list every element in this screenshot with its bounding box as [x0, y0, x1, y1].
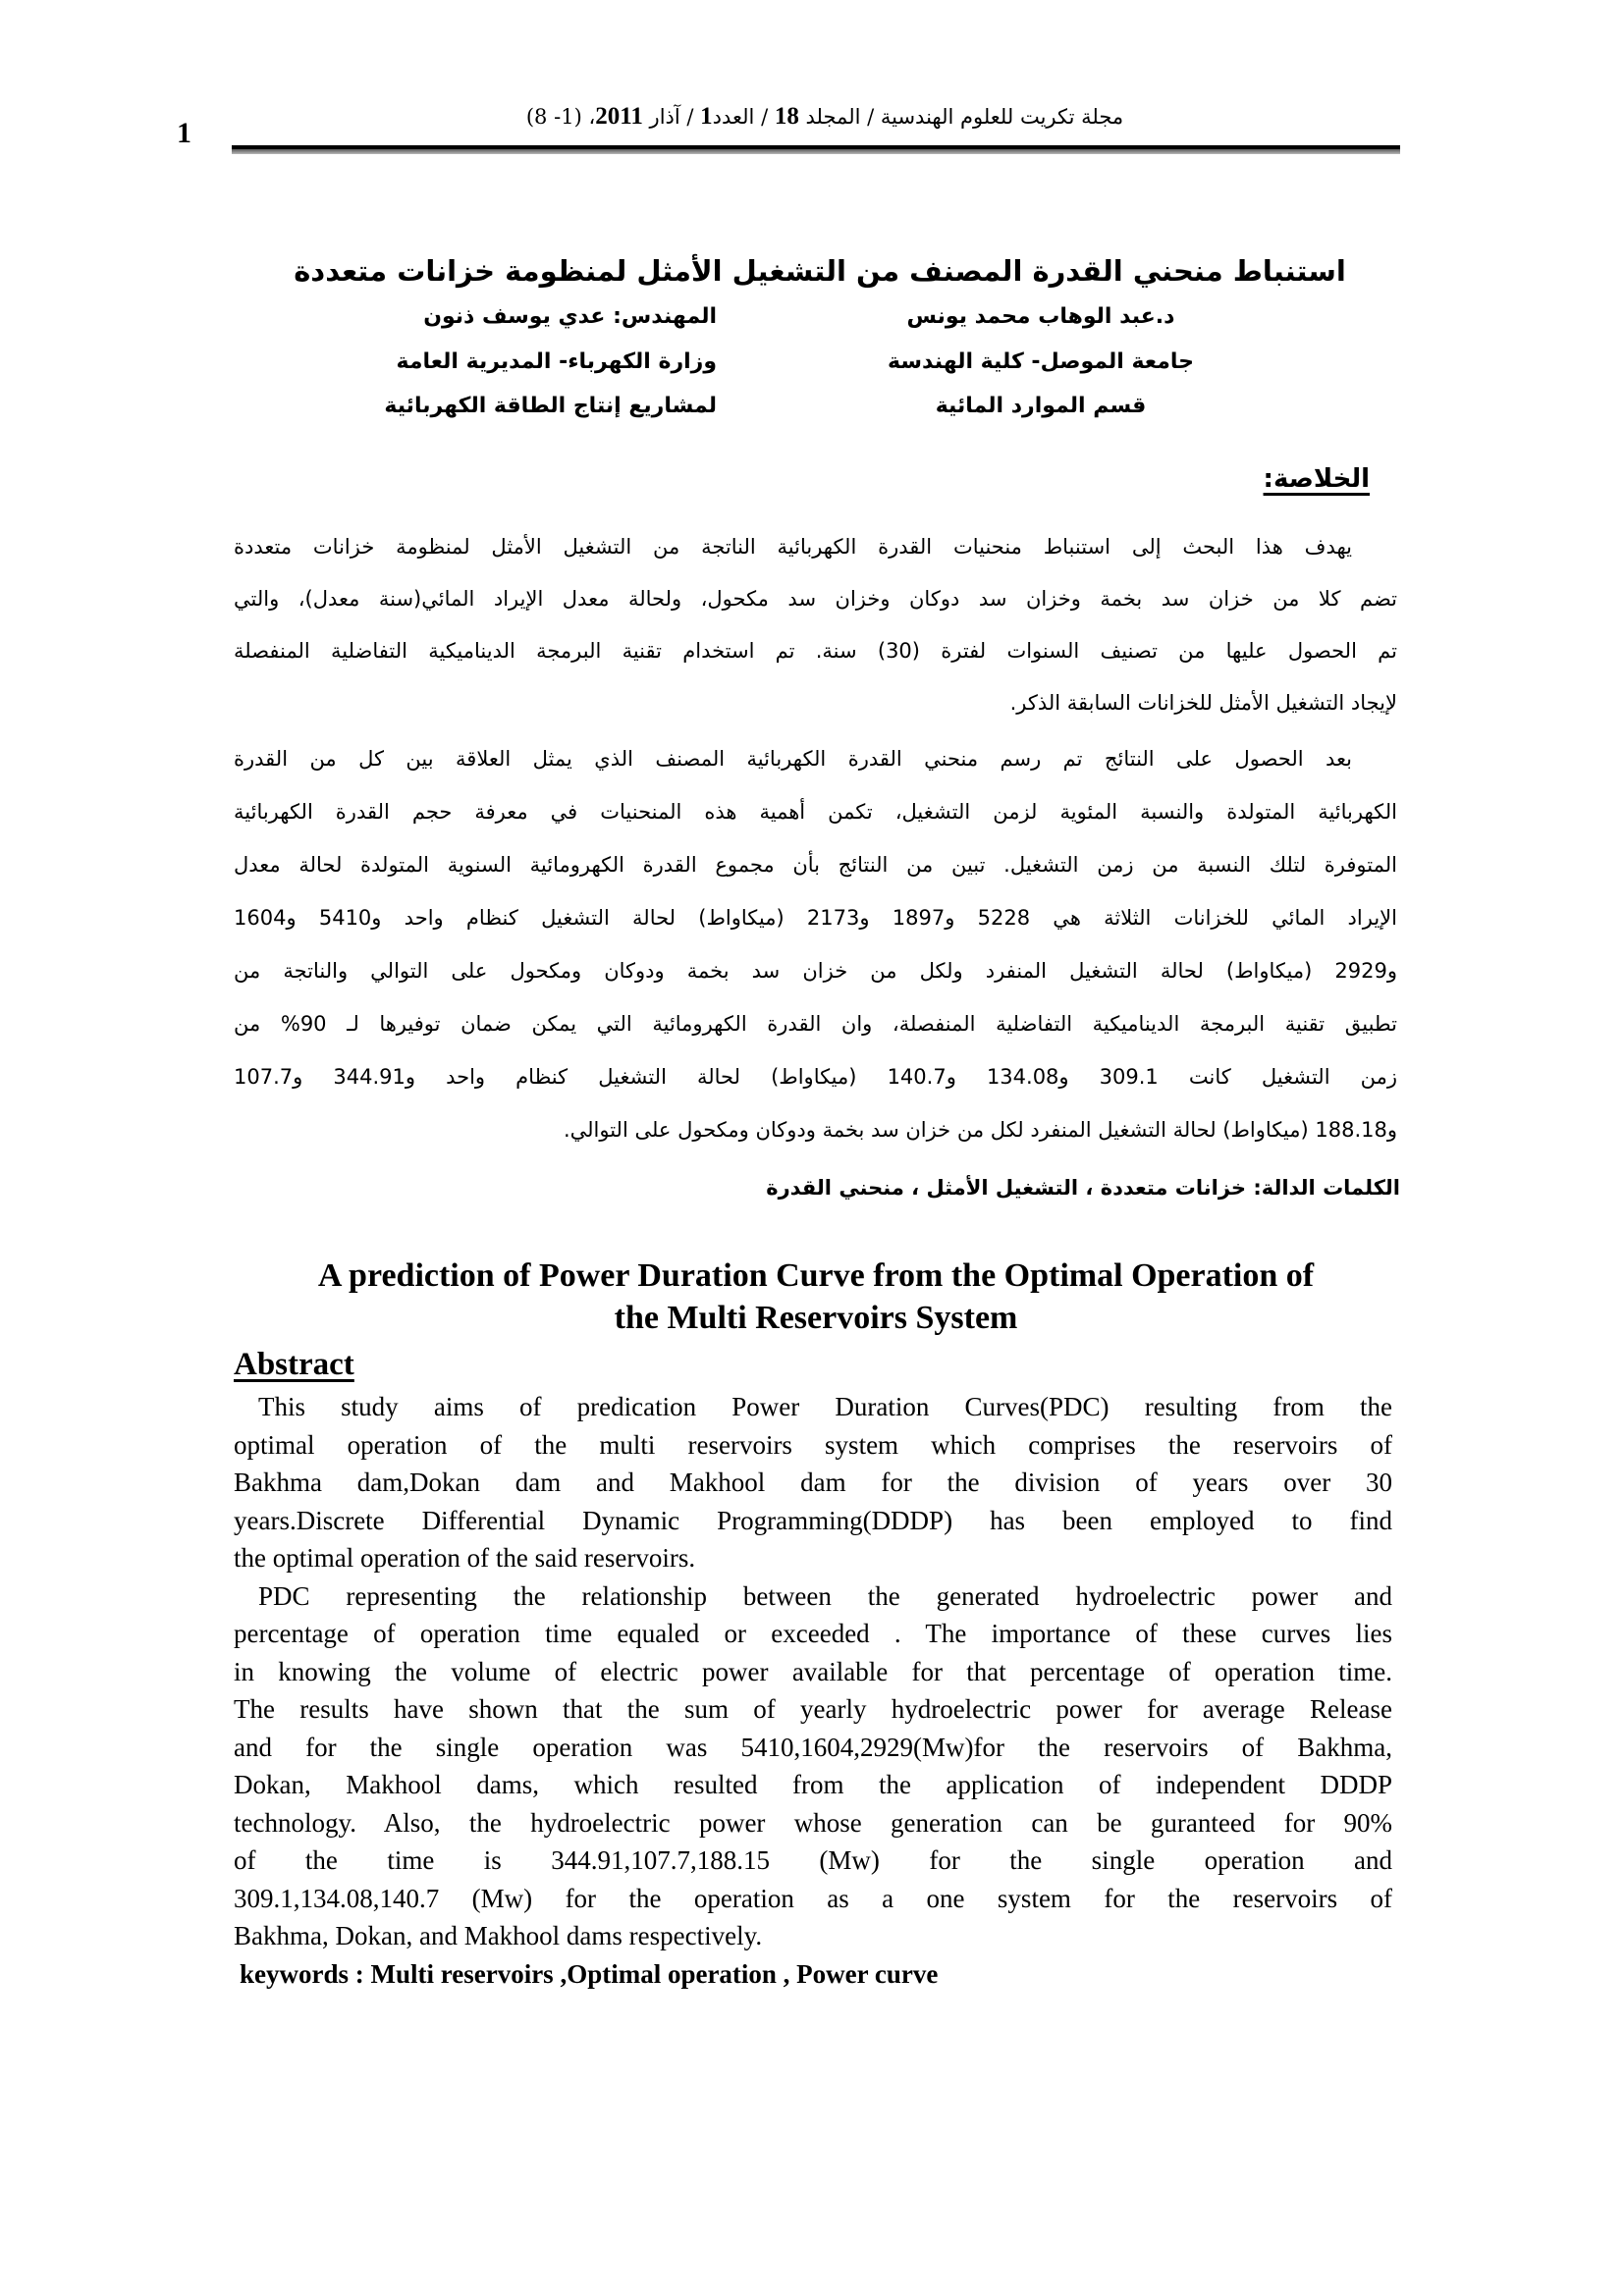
text-line: years.Discrete Differential Dynamic Programming(DDDP) has been employed to find	[234, 1505, 1392, 1535]
text-line: of the time is 344.91,107.7,188.15 (Mw) for the single operation and	[234, 1845, 1392, 1875]
arabic-paragraph-2	[234, 732, 1397, 1156]
page-number: 1	[177, 117, 191, 149]
text-line: لإيجاد التشغيل الأمثل للخزانات السابقة الذكر.	[1009, 691, 1397, 715]
english-title-line-2: the Multi Reservoirs System	[614, 1300, 1018, 1336]
english-abstract-heading: Abstract	[234, 1347, 354, 1382]
text-line: 309.1,134.08,140.7 (Mw) for the operation as a one system for the reservoirs of	[234, 1883, 1392, 1913]
text-line: PDC representing the relationship between the generated hydroelectric power and	[258, 1580, 1392, 1611]
english-title-line-1: A prediction of Power Duration Curve from the Optimal Operation of	[317, 1257, 1315, 1294]
text-line: Bakhma, Dokan, and Makhool dams respectively.	[234, 1921, 763, 1950]
year: 2011	[595, 103, 643, 130]
text-line: زمن التشغيل كانت 309.1 و134.08 و140.7 (ميكاواط) لحالة التشغيل كنظام واحد و344.91 و107.7	[234, 1065, 1397, 1089]
text-line: بعد الحصول على النتائج تم رسم منحني القدرة الكهربائية المصنف الذي يمثل العلاقة بين كل من القدرة	[234, 747, 1352, 771]
english-keywords: keywords : Multi reservoirs ,Optimal operation , Power curve	[240, 1958, 939, 1989]
issue-label: / العدد	[712, 105, 769, 129]
text-line: تضم كلا من خزان سد بخمة وخزان سد دوكان وخزان سد مكحول، ولحالة معدل الإيراد المائي(سنة معدل)، والتي	[234, 587, 1397, 611]
text-line: تم الحصول عليها من تصنيف السنوات لفترة (30) سنة. تم استخدام تقنية البرمجة الديناميكية التفاضلية المنفصلة	[234, 639, 1397, 663]
text-line: optimal operation of the multi reservoirs system which comprises the reservoirs of	[234, 1429, 1392, 1460]
text-line: و2929 (ميكاواط) لحالة التشغيل المنفرد ولكل من خزان سد بخمة ودوكان ومكحول على التوالي والناتجة من	[234, 959, 1397, 983]
arabic-title: استنباط منحني القدرة المصنف من التشغيل الأمثل لمنظومة خزانات متعددة	[294, 254, 1346, 288]
author-2-affiliation: وزارة الكهرباء- المديرية العامة	[396, 348, 717, 374]
text-line: الإيراد المائي للخزانات الثلاثة هي 5228 و1897 و2173 (ميكاواط) لحالة التشغيل كنظام واحد و5410 و1604	[234, 906, 1397, 930]
author-1-block	[864, 294, 1218, 429]
running-header	[432, 102, 1218, 132]
text-line: الكهربائية المتولدة والنسبة المئوية لزمن التشغيل، تكمن أهمية هذه المنحنيات في معرفة حجم القدرة الكهربائية	[234, 800, 1397, 824]
issue-number: 1	[700, 103, 713, 130]
header-rule-shadow	[232, 149, 1400, 154]
text-line: يهدف هذا البحث إلى استنباط منحنيات القدرة الكهربائية الناتجة من التشغيل الأمثل لمنظومة خزانات متعددة	[234, 535, 1352, 559]
page-range: ، (1- 8)	[525, 105, 596, 129]
text-line: and for the single operation was 5410,1604,2929(Mw)for the reservoirs of Bakhma,	[234, 1732, 1392, 1762]
text-line: the optimal operation of the said reservoirs.	[234, 1543, 696, 1573]
english-abstract-body	[234, 1388, 1392, 1993]
journal-name: مجلة تكريت للعلوم الهندسية / المجلد	[805, 105, 1124, 129]
text-line: The results have shown that the sum of yearly hydroelectric power for average Release	[234, 1694, 1392, 1724]
arabic-keywords: الكلمات الدالة: خزانات متعددة ، التشغيل الأمثل ، منحني القدرة	[766, 1176, 1400, 1200]
english-title	[232, 1255, 1400, 1339]
author-1-name: د.عبد الوهاب محمد يونس	[906, 304, 1175, 329]
text-line: و188.18 (ميكاواط) لحالة التشغيل المنفرد لكل من خزان سد بخمة ودوكان ومكحول على التوالي.	[563, 1118, 1397, 1142]
author-2-block	[353, 294, 717, 429]
text-line: المتوفرة لتلك النسبة من زمن التشغيل. تبين من النتائج بأن مجموع القدرة الكهرومائية السنوية المتولدة لحالة معدل	[234, 853, 1397, 877]
text-line: This study aims of predication Power Duration Curves(PDC) resulting from the	[258, 1392, 1392, 1421]
arabic-abstract-heading: الخلاصة:	[1263, 464, 1370, 494]
author-1-department: قسم الموارد المائية	[935, 394, 1147, 418]
author-2-department: لمشاريع إنتاج الطاقة الكهربائية	[384, 394, 717, 418]
volume-number: 18	[774, 103, 799, 130]
author-1-affiliation: جامعة الموصل- كلية الهندسة	[888, 348, 1194, 374]
text-line: تطبيق تقنية البرمجة الديناميكية التفاضلية المنفصلة، وان القدرة الكهرومائية التي يمكن ضمان توفيرها لـ 90% من	[234, 1012, 1397, 1036]
text-line: percentage of operation time equaled or exceeded . The importance of these curves lies	[234, 1619, 1392, 1648]
text-line: Dokan, Makhool dams, which resulted from the application of independent DDDP	[234, 1770, 1392, 1799]
arabic-paragraph-1	[234, 521, 1397, 729]
text-line: Bakhma dam,Dokan dam and Makhool dam for the division of years over 30	[234, 1468, 1392, 1497]
month: / آذار	[649, 105, 694, 129]
text-line: in knowing the volume of electric power available for that percentage of operation time.	[234, 1656, 1392, 1686]
text-line: technology. Also, the hydroelectric power whose generation can be guranteed for 90%	[234, 1807, 1392, 1838]
author-2-name: المهندس: عدي يوسف ذنون	[423, 304, 717, 329]
